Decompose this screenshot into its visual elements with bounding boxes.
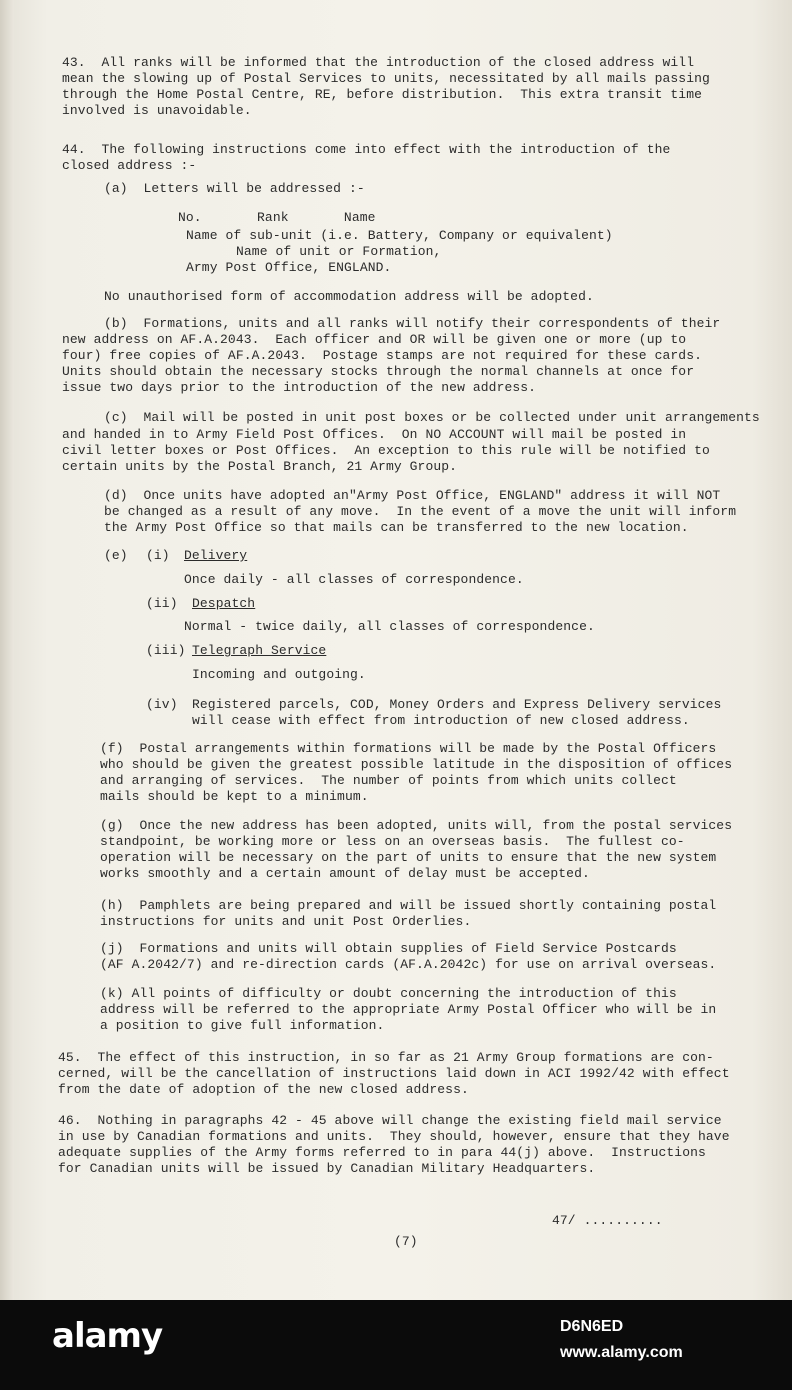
para-44f-line-2: who should be given the greatest possible latitude in the disposition of offices	[100, 757, 733, 772]
para-44b-line-3: four) free copies of AF.A.2043. Postage stamps are not required for these cards.	[62, 348, 703, 363]
para-44b-line-4: Units should obtain the necessary stocks through the normal channels at once for	[62, 364, 695, 379]
para-45-line-2: cerned, will be the cancellation of instructions laid down in ACI 1992/42 with effect	[58, 1066, 730, 1081]
address-line-2: Name of sub-unit (i.e. Battery, Company or equivalent)	[186, 228, 613, 243]
para-43-line-1: 43. All ranks will be informed that the introduction of the closed address will	[62, 55, 695, 70]
para-44e-iii-text: Incoming and outgoing.	[192, 667, 366, 682]
para-44b-line-2: new address on AF.A.2043. Each officer and OR will be given one or more (up to	[62, 332, 687, 347]
para-44g-line-1: (g) Once the new address has been adopted, units will, from the postal services	[100, 818, 733, 833]
para-44e-ii-number: (ii)	[146, 596, 178, 611]
para-44d-line-1: (d) Once units have adopted an"Army Post Office, ENGLAND" address it will NOT	[104, 488, 721, 503]
para-44e-ii-heading: Despatch	[192, 596, 256, 611]
para-44g-line-3: operation will be necessary on the part of units to ensure that the new system	[100, 850, 717, 865]
para-44e-iv-number: (iv)	[146, 697, 178, 712]
para-46-line-4: for Canadian units will be issued by Canadian Military Headquarters.	[58, 1161, 596, 1176]
para-44d-line-2: be changed as a result of any move. In the event of a move the unit will inform	[104, 504, 737, 519]
para-44k-line-1: (k) All points of difficulty or doubt concerning the introduction of this	[100, 986, 677, 1001]
continuation-marker: 47/ ..........	[552, 1213, 663, 1228]
para-44h-line-2: instructions for units and unit Post Orderlies.	[100, 914, 472, 929]
no-unauthorised-line: No unauthorised form of accommodation address will be adopted.	[104, 289, 594, 304]
para-44f-line-1: (f) Postal arrangements within formations will be made by the Postal Officers	[100, 741, 717, 756]
alamy-url: www.alamy.com	[560, 1344, 683, 1361]
para-44e-label: (e)	[104, 548, 128, 563]
para-44e-i-number: (i)	[146, 548, 170, 563]
para-43-line-3: through the Home Postal Centre, RE, before distribution. This extra transit time	[62, 87, 703, 102]
para-43-line-4: involved is unavoidable.	[62, 103, 252, 118]
para-46-line-1: 46. Nothing in paragraphs 42 - 45 above will change the existing field mail service	[58, 1113, 722, 1128]
para-43-line-2: mean the slowing up of Postal Services to units, necessitated by all mails passing	[62, 71, 710, 86]
address-line-3: Name of unit or Formation,	[236, 244, 442, 259]
para-44k-line-3: a position to give full information.	[100, 1018, 385, 1033]
para-44e-ii-text: Normal - twice daily, all classes of correspondence.	[184, 619, 595, 634]
para-44d-line-3: the Army Post Office so that mails can be transferred to the new location.	[104, 520, 689, 535]
para-44-line-2: closed address :-	[62, 158, 197, 173]
para-44g-line-4: works smoothly and a certain amount of delay must be accepted.	[100, 866, 590, 881]
alamy-logo: alamy	[52, 1316, 163, 1356]
para-44e-i-heading: Delivery	[184, 548, 248, 563]
para-46-line-2: in use by Canadian formations and units. They should, however, ensure that they have	[58, 1129, 730, 1144]
address-line-1: No. Rank Name	[178, 210, 376, 225]
para-44c-line-3: civil letter boxes or Post Offices. An exception to this rule will be notified to	[62, 443, 710, 458]
para-44c-line-2: and handed in to Army Field Post Offices. On NO ACCOUNT will mail be posted in	[62, 427, 687, 442]
para-46-line-3: adequate supplies of the Army forms referred to in para 44(j) above. Instructions	[58, 1145, 706, 1160]
para-44j-line-2: (AF A.2042/7) and re-direction cards (AF.A.2042c) for use on arrival overseas.	[100, 957, 717, 972]
para-44f-line-4: mails should be kept to a minimum.	[100, 789, 369, 804]
image-code: D6N6ED	[560, 1318, 624, 1335]
para-44c-line-4: certain units by the Postal Branch, 21 Army Group.	[62, 459, 458, 474]
para-44e-iii-number: (iii)	[146, 643, 186, 658]
para-44-line-1: 44. The following instructions come into effect with the introduction of the	[62, 142, 671, 157]
para-44e-iv-line-1: Registered parcels, COD, Money Orders and Express Delivery services	[192, 697, 722, 712]
address-line-4: Army Post Office, ENGLAND.	[186, 260, 392, 275]
para-44e-i-text: Once daily - all classes of correspondence.	[184, 572, 524, 587]
para-44e-iii-heading: Telegraph Service	[192, 643, 327, 658]
para-44e-iv-line-2: will cease with effect from introduction of new closed address.	[192, 713, 690, 728]
para-44h-line-1: (h) Pamphlets are being prepared and will be issued shortly containing postal	[100, 898, 717, 913]
para-45-line-1: 45. The effect of this instruction, in so far as 21 Army Group formations are con-	[58, 1050, 714, 1065]
para-44b-line-1: (b) Formations, units and all ranks will notify their correspondents of their	[104, 316, 721, 331]
para-44j-line-1: (j) Formations and units will obtain supplies of Field Service Postcards	[100, 941, 677, 956]
para-44k-line-2: address will be referred to the appropriate Army Postal Officer who will be in	[100, 1002, 717, 1017]
para-44c-line-1: (c) Mail will be posted in unit post boxes or be collected under unit arrangements	[104, 410, 760, 425]
para-44g-line-2: standpoint, be working more or less on an overseas basis. The fullest co-	[100, 834, 685, 849]
para-44b-line-5: issue two days prior to the introduction of the new address.	[62, 380, 537, 395]
para-45-line-3: from the date of adoption of the new closed address.	[58, 1082, 469, 1097]
para-44a-intro: (a) Letters will be addressed :-	[104, 181, 365, 196]
para-44f-line-3: and arranging of services. The number of points from which units collect	[100, 773, 677, 788]
page-number: (7)	[394, 1234, 418, 1249]
